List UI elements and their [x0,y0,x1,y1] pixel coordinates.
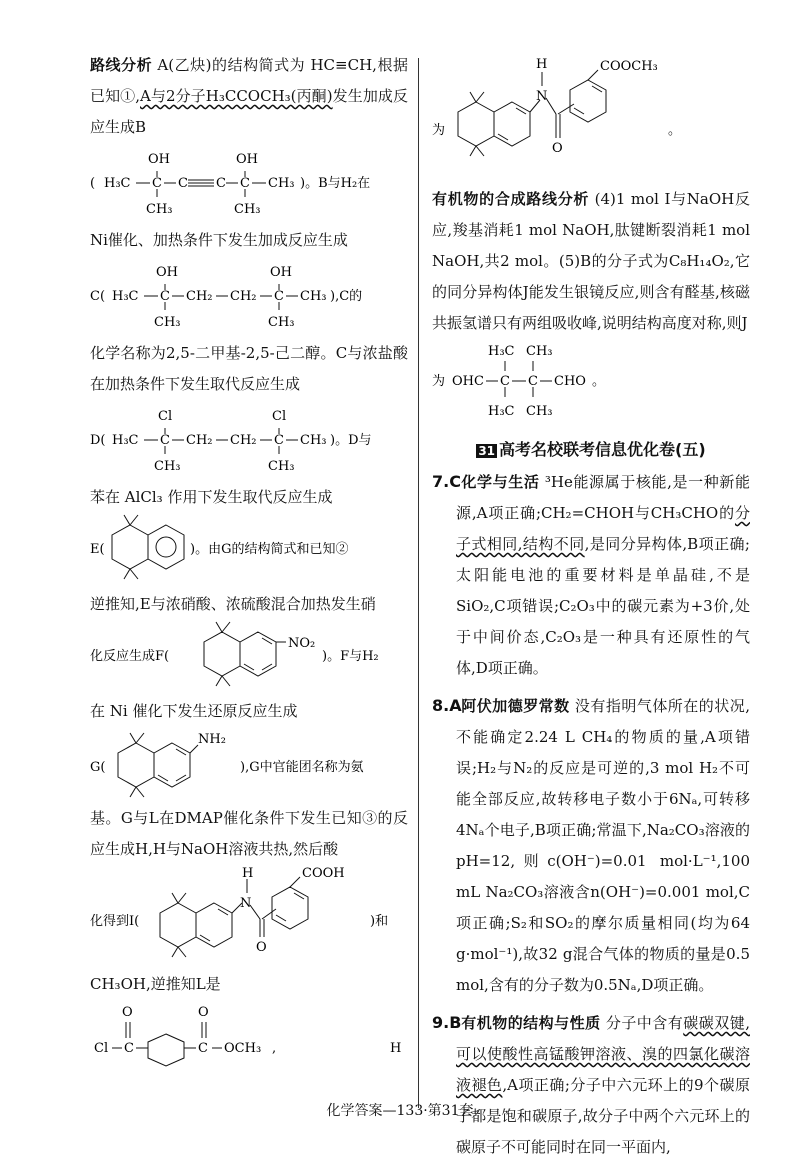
ch3-label: CH₃ [526,404,553,419]
o-label: O [552,141,563,156]
nh2-label: NH₂ [198,732,226,747]
text: ),C的 [330,289,363,304]
structure-c [90,256,408,334]
ohc-label: OHC [452,374,484,389]
page-footer: 化学答案—133·第31套 [326,1103,474,1119]
ch3-label: CH₃ [526,344,553,359]
text: ,A项正确;分子中六元环上的9个碳原子都是饱和碳原子,故分子中两个六元环上的碳原子不可能同时在同一平面内, [456,1076,750,1156]
cl-label: Cl [94,1041,109,1056]
text: A(乙炔)的结构简式为 HC≡CH,根据已知①, [90,56,408,105]
c-atom: C [152,176,162,191]
structure-i [90,865,408,965]
o-label: O [122,1005,133,1020]
synthesis-title: 有机物的合成路线分析 [432,190,590,208]
dialdehyde-structure [486,361,552,397]
n-label: N [536,89,548,104]
ch3-label: CH₃ [300,433,327,448]
h3c-label: H₃C [488,404,515,419]
c-atom: C [124,1041,134,1056]
column-divider [418,58,419,1108]
c-atom: C [500,374,510,389]
underlined-text: A与2分子H₃CCOCH₃(丙酮) [140,87,333,105]
cl-label: Cl [272,409,287,424]
amide-ester-structure [458,70,606,156]
text: ,是同分异构体,B项正确;太阳能电池的重要材料是单晶硅,不是SiO₂,C项错误;C₂O₃中的碳元素为+3价,处于中间价态,C₂O₃是一种具有还原性的气体,D项正确。 [456,535,750,677]
n-label: N [240,896,252,911]
oh-label: OH [270,265,292,280]
section-title [432,437,750,460]
text: 化反应生成F( [90,649,170,664]
paragraph: Ni催化、加热条件下发生加成反应生成 [90,231,348,249]
right-column [432,50,750,1163]
text: 。 [668,123,682,138]
ch2-label: CH₂ [230,289,257,304]
section-badge: 31 [478,444,496,458]
text: )。B与H₂在 [300,176,371,191]
structure-e [90,513,408,585]
paragraph: 苯在 AlCl₃ 作用下发生取代反应生成 [90,488,333,506]
text: 。 [592,374,606,389]
cho-label: CHO [554,374,586,389]
text: ),G中官能团名称为氨 [240,760,364,775]
paren: E( [90,542,105,557]
h3c-label: H₃C [112,433,139,448]
text: 没有指明气体所在的状况,不能确定2.24 L CH₄的物质的量,A项错误;H₂与N₂的反应是可逆的,3 mol H₂不可能全部反应,故转移电子数小于6Nₐ,可转移4Nₐ个电子,B项正确;常温下,Na₂CO₃溶液的pH=12,则c(OH⁻)=0.01 mol·L⁻¹,100 mL Na₂CO₃溶液含n(OH⁻)=0.001 mol,C项正确;S₂和SO₂的摩尔质量相同(均为64 g·mol⁻¹),故32 g混合气体的物质的量是0.5 mol,含有的分子数为0.5Nₐ,D项正确。 [456,697,750,994]
paren: G( [90,760,106,775]
c-atom: C [178,176,188,191]
c-atom: C [240,176,250,191]
paragraph-route [90,50,408,143]
paragraph: 在 Ni 催化下发生还原反应生成 [90,702,298,720]
tetralin-ring [118,733,198,797]
text: 分子中含有 [605,1014,684,1032]
cooh-label: COOH [302,866,345,881]
c-atom: C [274,433,284,448]
h-label: H [536,57,548,72]
underlined-text: 分子式相同,结构不同 [456,504,750,553]
answer-number: 9.B [432,1013,462,1032]
o-label: O [198,1005,209,1020]
structure-g [90,727,408,799]
ch3-label: CH₃ [268,459,295,474]
answer-number: 7.C [432,472,461,491]
paragraph-synthesis [432,184,750,339]
structure-l [90,1000,408,1070]
text: 为 [432,123,446,138]
ch3-label: CH₃ [268,315,295,330]
text: )。D与 [330,433,372,448]
text: )和 [370,914,389,929]
c-atom: C [274,289,284,304]
text: (4)1 mol I与NaOH反应,羧基消耗1 mol NaOH,肽键断裂消耗1 mol NaOH,共2 mol。(5)B的分子式为C₈H₁₄O₂,它的同分异构体J能发生银镜反应,则含有醛基,核磁共振氢谱只有两组吸收峰,说明结构高度对称,则J [432,190,750,332]
text: 发生加成反应生成B [90,87,408,136]
ch3-label: CH₃ [268,176,295,191]
paren: D( [90,433,106,448]
amide-structure [160,877,308,957]
structure-d [90,400,408,478]
answer-topic: 阿伏加德罗常数 [461,697,570,715]
no2-label: NO₂ [288,636,316,651]
text: )。F与H₂ [322,649,379,664]
text: 化得到I( [90,914,140,929]
paragraph: 逆推知,E与浓硝酸、浓硫酸混合加热发生硝 [90,595,376,613]
structure-h [432,50,750,180]
och3-label: OCH₃ [224,1041,262,1056]
paragraph: 基。G与L在DMAP催化条件下发生已知③的反应生成H,H与NaOH溶液共热,然后酸 [90,809,408,858]
route-title: 路线分析 [90,56,153,74]
underlined-text: 碳碳双键,可以使酸性高锰酸钾溶液、溴的四氯化碳溶液褪色 [456,1014,750,1094]
tetralin-ring [112,515,184,579]
text: 为 [432,374,446,389]
h3c-label: H₃C [488,344,515,359]
paren: C( [90,289,106,304]
ch2-label: CH₂ [186,289,213,304]
paragraph: CH₃OH,逆推知L是 [90,975,221,993]
ch3-label: CH₃ [146,202,173,217]
c-atom: C [160,433,170,448]
text: , [272,1041,277,1056]
answer-number: 8.A [432,696,462,715]
oh-label: OH [156,265,178,280]
c-atom: C [528,374,538,389]
answer-9 [432,1007,750,1163]
tetralin-ring [204,622,286,686]
oh-label: OH [148,152,170,167]
section-title-text: 高考名校联考信息优化卷(五) [499,440,706,459]
text: )。由G的结构简式和已知② [190,542,349,557]
h3c-label: H₃C [112,289,139,304]
c-atom: C [198,1041,208,1056]
paragraph: 化学名称为2,5-二甲基-2,5-己二醇。C与浓盐酸在加热条件下发生取代反应生成 [90,344,408,393]
structure-f [90,620,408,692]
answer-7 [432,466,750,684]
c-atom: C [160,289,170,304]
h3c-label: H₃C [104,176,131,191]
oh-label: OH [236,152,258,167]
h-label: H [242,866,254,881]
cooch3-label: COOCH₃ [600,59,658,74]
ch2-label: CH₂ [186,433,213,448]
ch3-label: CH₃ [154,459,181,474]
cl-label: Cl [158,409,173,424]
ch3-label: CH₃ [234,202,261,217]
ch3-label: CH₃ [154,315,181,330]
left-column [90,50,408,1074]
structure-b [90,143,408,221]
text: ³He能源属于核能,是一种新能源,A项正确;CH₂=CHOH与CH₃CHO的 [456,473,750,522]
answer-topic: 化学与生活 [461,473,540,491]
ch3-label: CH₃ [300,289,327,304]
answer-topic: 有机物的结构与性质 [461,1014,601,1032]
paren: ( [90,176,96,191]
answer-8 [432,690,750,1001]
h-label: H [390,1041,402,1056]
structure-j [432,339,750,423]
o-label: O [256,940,267,955]
ch2-label: CH₂ [230,433,257,448]
c-atom: C [216,176,226,191]
